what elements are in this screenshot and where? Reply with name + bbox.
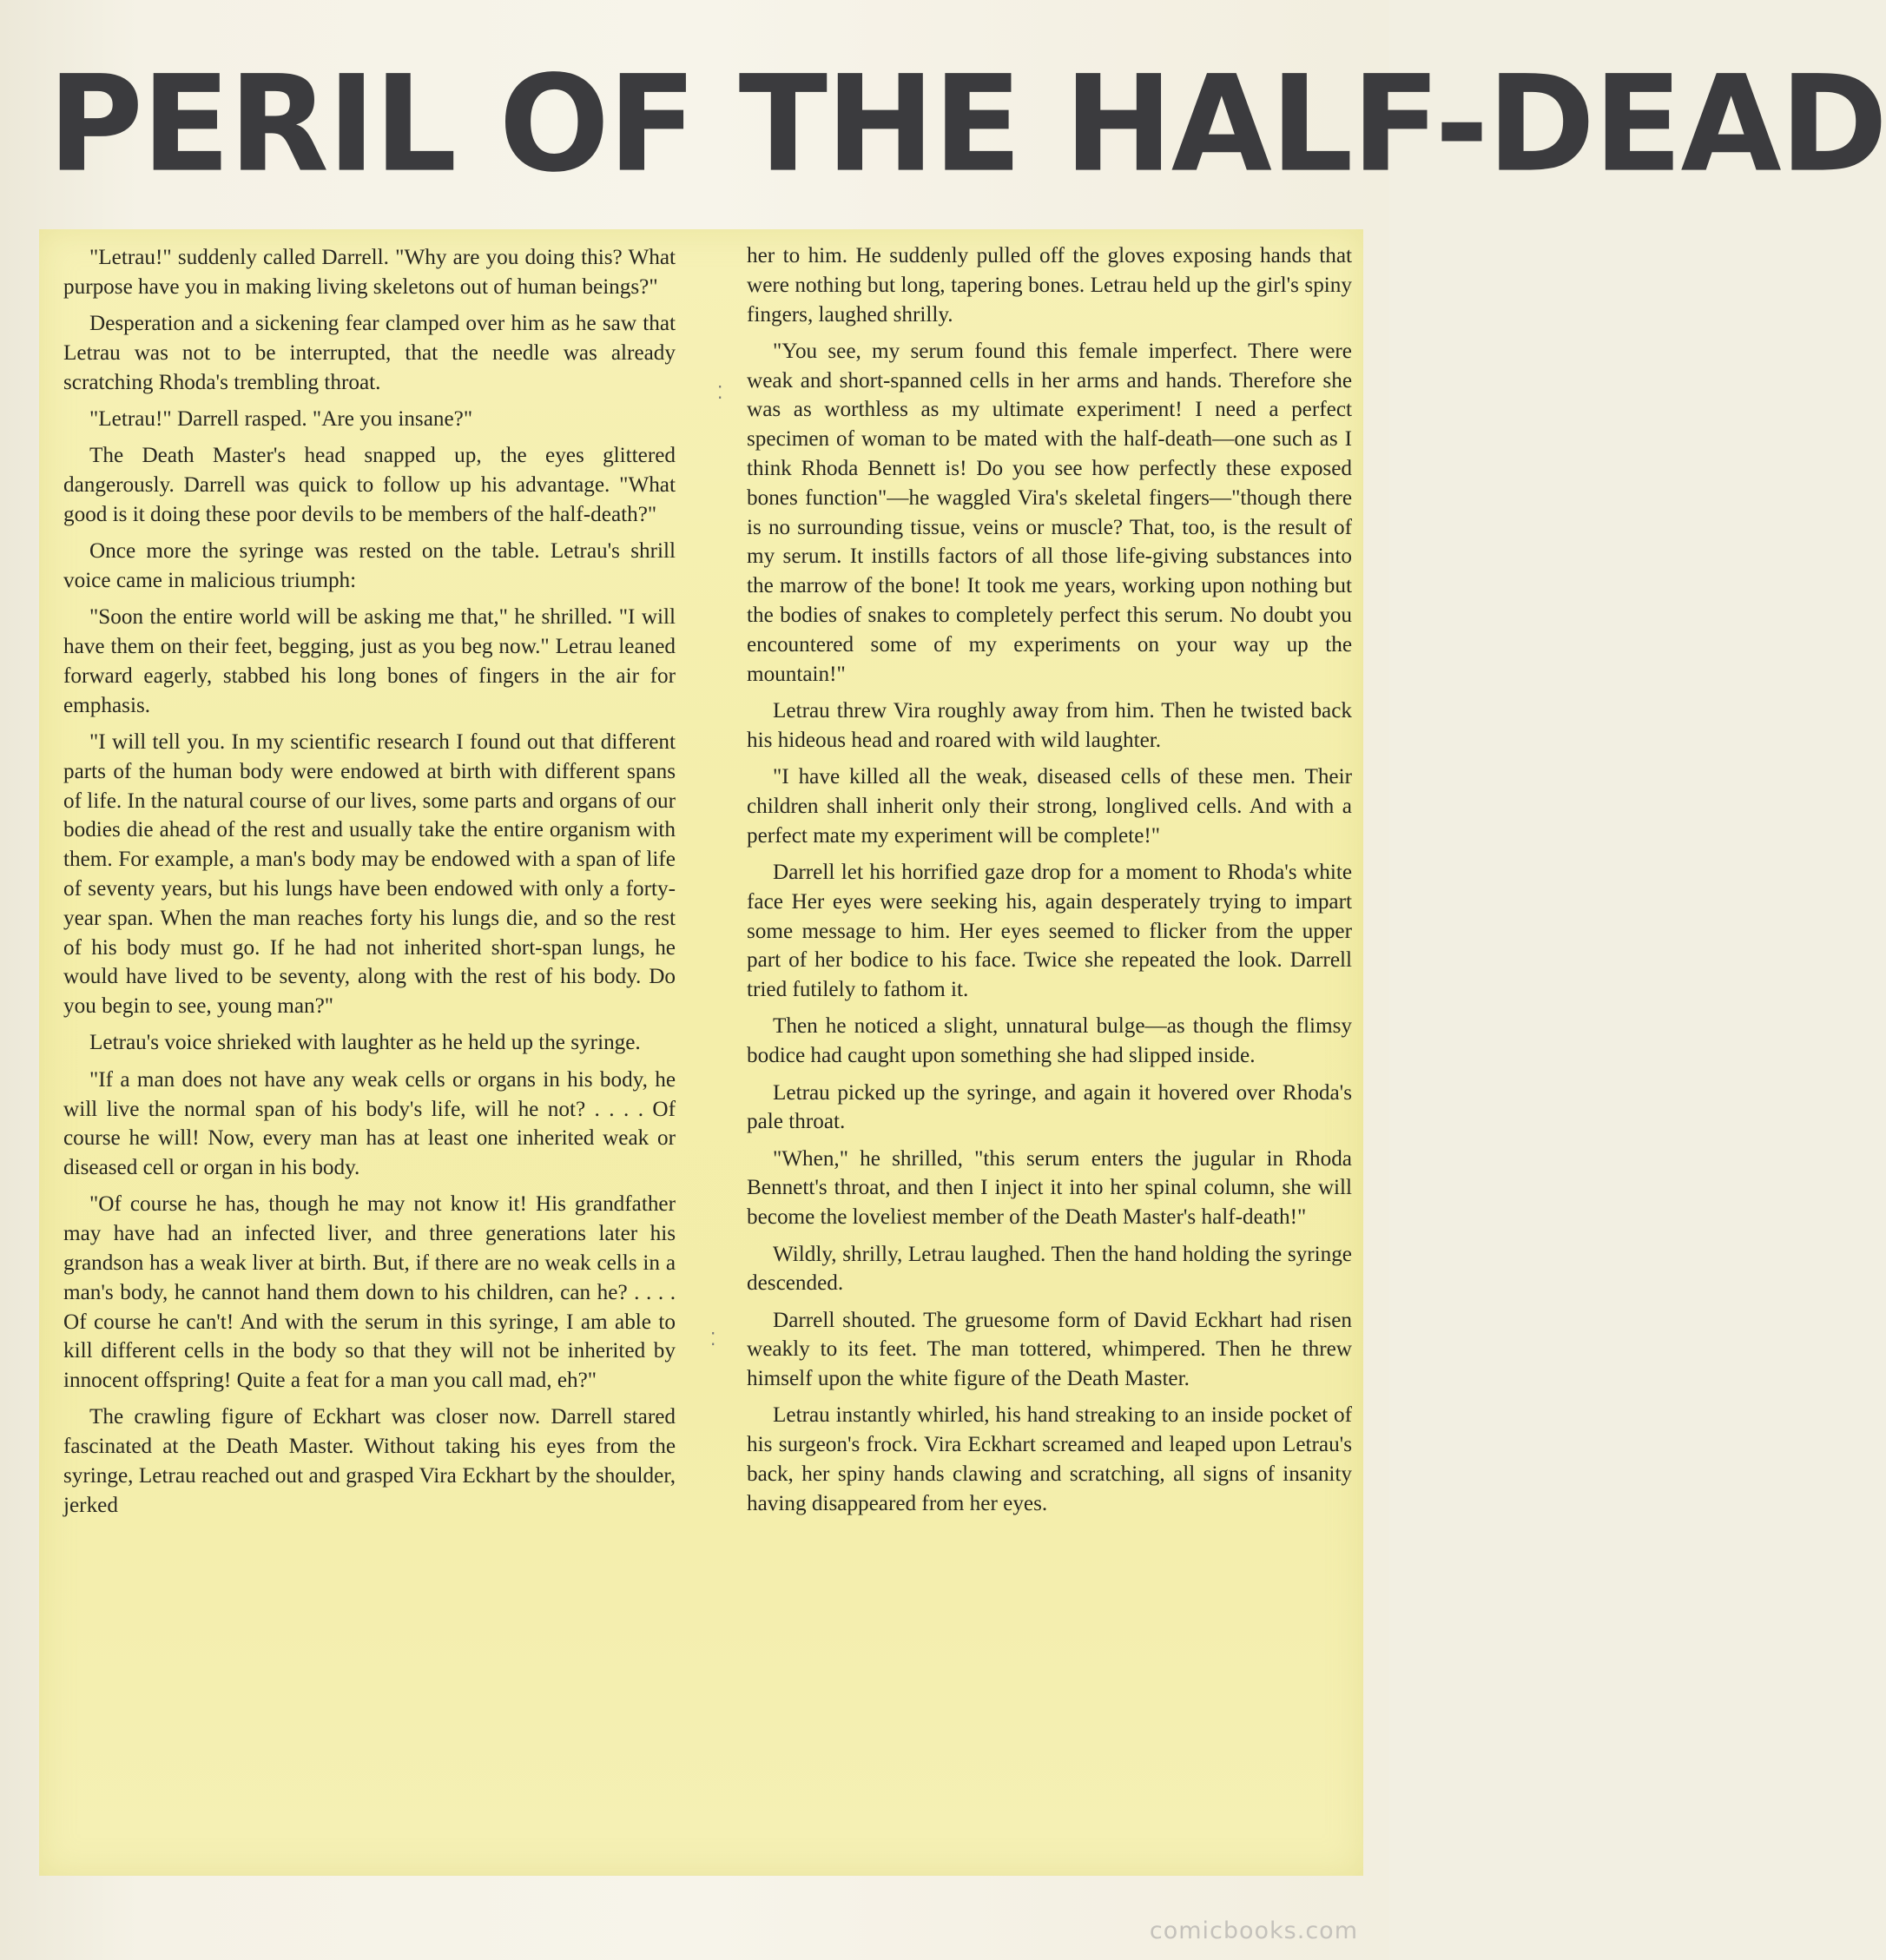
left-column — [63, 243, 676, 1528]
text-panel — [39, 229, 1363, 1876]
print-speck: ⁚ — [717, 382, 723, 403]
paragraph: "Soon the entire world will be asking me that," he shrilled. "I will have them on their feet, begging, just as you beg now." Letrau leaned forward eagerly, stabbed his long bones of fingers in the air for emphasis. — [63, 605, 676, 717]
story-title: PERIL OF THE HALF-DEAD — [48, 47, 1886, 202]
paragraph-continued: her to him. He suddenly pulled off the gloves exposing hands that were nothing but long, tapering bones. Letrau held up the girl's spiny fingers, laughed shrilly. — [747, 244, 1352, 327]
paragraph: "I have killed all the weak, diseased cells of these men. Their children shall inherit only their strong, longlived cells. And with a perfect mate my experiment will be complete!" — [747, 765, 1352, 848]
paragraph: Desperation and a sickening fear clamped over him as he saw that Letrau was not to be interrupted, that the needle was already scratching Rhoda's trembling throat. — [63, 312, 676, 394]
paragraph: "You see, my serum found this female imperfect. There were weak and short-spanned cells in her arms and hands. Therefore she was as worthless as my ultimate experiment! I need a perfect specimen of woman to be mated with the half-death—one such as I think Rhoda Bennett is! Do you see how perfectly these exposed bones function"—he waggled Vira's skeletal fingers—"though there is no surrounding tissue, veins or muscle? That, too, is the result of my serum. It instills factors of all those life-giving substances into the marrow of the bone! It took me years, working upon nothing but the bodies of snakes to completely perfect this serum. No doubt you encountered some of my experiments on your way up the mountain!" — [747, 339, 1352, 686]
paragraph: "Letrau!" suddenly called Darrell. "Why are you doing this? What purpose have you in making living skeletons out of human beings?" — [63, 246, 676, 299]
watermark: comicbooks.com — [1149, 1917, 1358, 1944]
paragraph: Then he noticed a slight, unnatural bulge—as though the flimsy bodice had caught upon something she had slipped inside. — [747, 1014, 1352, 1068]
paragraph: Letrau picked up the syringe, and again it hovered over Rhoda's pale throat. — [747, 1080, 1352, 1134]
paragraph: "Of course he has, though he may not know it! His grandfather may have had an infected liver, and three generations later his grandson has a weak liver at birth. But, if there are no weak cells in a man's body, he cannot hand them down to his children, can he? . . . . Of course he can't! And with the serum in this syringe, I am able to kill different cells in the body so that they will not be inherited by innocent offspring! Quite a feat for a man you call mad, eh?" — [63, 1192, 676, 1393]
paragraph: Letrau's voice shrieked with laughter as he held up the syringe. — [89, 1031, 641, 1055]
paragraph: "Letrau!" Darrell rasped. "Are you insane?" — [89, 406, 473, 431]
paragraph: Letrau threw Vira roughly away from him. Then he twisted back his hideous head and roared with wild laughter. — [747, 698, 1352, 752]
right-column — [747, 241, 1352, 1526]
paragraph: "When," he shrilled, "this serum enters the jugular in Rhoda Bennett's throat, and then I inject it into her spinal column, she will become the loveliest member of the Death Master's half-death!" — [747, 1146, 1352, 1230]
paragraph: Letrau instantly whirled, his hand streaking to an inside pocket of his surgeon's frock. Vira Eckhart screamed and leaped upon Letrau's back, her spiny hands clawing and scratching, all signs of insanity having disappeared from her eyes. — [747, 1403, 1352, 1515]
paragraph: "If a man does not have any weak cells or organs in his body, he will live the normal span of his body's life, will he not? . . . . Of course he will! Now, every man has at least one inherited weak or diseased cell or organ in his body. — [63, 1067, 676, 1180]
paragraph: Darrell let his horrified gaze drop for a moment to Rhoda's white face Her eyes were seeking his, again desperately trying to impart some message to him. Her eyes seemed to flicker from the upper part of her bodice to his face. Twice she repeated the look. Darrell tried futilely to fathom it. — [747, 860, 1352, 1002]
paragraph: Once more the syringe was rested on the table. Letrau's shrill voice came in malicious triumph: — [63, 539, 676, 592]
paragraph: The Death Master's head snapped up, the eyes glittered dangerously. Darrell was quick to follow up his advantage. "What good is it doing these poor devils to be members of the half-death?" — [63, 444, 676, 526]
paragraph: "I will tell you. In my scientific research I found out that different parts of the human body were endowed at birth with different spans of life. In the natural course of our lives, some parts and organs of our bodies die ahead of the rest and usually take the entire organism with them. For example, a man's body may be endowed with a span of life of seventy years, but his lungs have been endowed with only a forty-year span. When the man reaches forty his lungs die, and so the rest of his body must go. If he had not inherited short-span lungs, he would have lived to be seventy, along with the rest of his body. Do you begin to see, young man?" — [63, 729, 676, 1019]
paragraph: Wildly, shrilly, Letrau laughed. Then the hand holding the syringe descended. — [747, 1242, 1352, 1296]
print-speck: ⁚ — [710, 1329, 716, 1350]
paragraph: Darrell shouted. The gruesome form of David Eckhart had risen weakly to its feet. The man tottered, whimpered. Then he threw himself upon the white figure of the Death Master. — [747, 1308, 1352, 1391]
paragraph: The crawling figure of Eckhart was closer now. Darrell stared fascinated at the Death Master. Without taking his eyes from the syringe, Letrau reached out and grasped Vira Eckhart by the shoulder, jerked — [63, 1405, 676, 1517]
